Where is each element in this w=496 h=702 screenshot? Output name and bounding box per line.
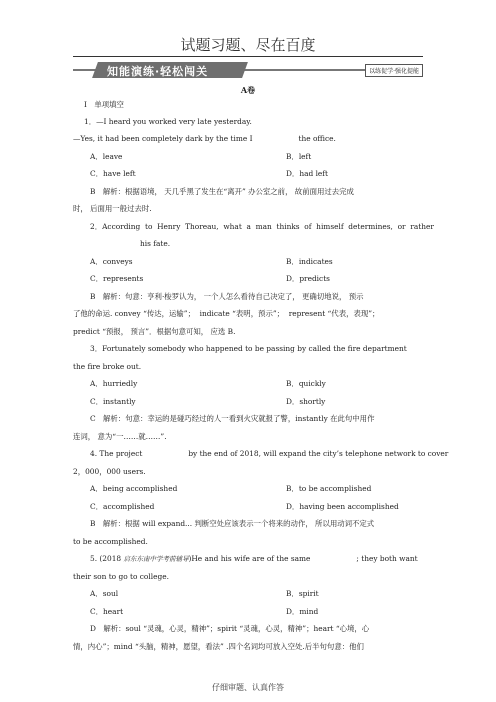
q4-stem-line2: 2，000，000 users. — [73, 467, 146, 476]
q5-explanation-line1: D 解析：soul “灵魂，心灵，精神”；spirit “灵魂，心灵，精神”；heart “心境，心 — [90, 624, 370, 633]
section-banner — [73, 62, 423, 78]
q1-option-b: B．left — [286, 152, 312, 161]
q2-stem-line2: his fate. — [140, 239, 171, 248]
q4-explanation-line1: B 解析：根据 will expand... 判断空处应该表示一个将来的动作， 所以用动词不定式 — [90, 519, 375, 528]
q5-option-a: A．soul — [90, 589, 119, 598]
q3-stem-line1: 3．Fortunately somebody who happened to be passing by called the fire department — [90, 344, 407, 353]
section-heading — [84, 100, 124, 110]
q1-option-a: A．leave — [90, 152, 123, 161]
q1-stem-line1: 1．—I heard you worked very late yesterday. — [84, 117, 252, 126]
q4-option-a: A．being accomplished — [90, 484, 178, 493]
q1-explanation-line1: B 解析：根据语境， 天几乎黑了发生在“离开” 办公室之前， 故前面用过去完成 — [90, 187, 354, 196]
q5-option-d: D．mind — [286, 607, 319, 616]
q2-explanation-line2: 了他的命运. convey “传达，运输”； indicate “表明，预示”； represent “代表，表现”； — [73, 309, 380, 318]
q5-explanation-line2: 情，内心”；mind “头脑，精神，愿望，看法” .四个名词均可放入空处.后半句句意：他们 — [73, 642, 364, 651]
q4-option-b: B．to be accomplished — [286, 484, 372, 493]
q2-option-a: A．conveys — [90, 257, 133, 266]
q4-stem-line1: 4. The project by the end of 2018, will expand the city’s telephone network to cover — [90, 449, 449, 458]
q2-explanation-line1: B 解析：句意：亨利·梭罗认为， 一个人怎么看待自己决定了， 更确切地说， 预示 — [90, 292, 364, 301]
q5-option-c: C．heart — [90, 607, 124, 616]
banner-tag: 以练促学·强化提能 — [365, 64, 423, 77]
q5-option-b: B．spirit — [286, 589, 319, 598]
section-marker: Ⅰ — [84, 100, 87, 109]
q1-stem-line2: —Yes, it had been completely dark by the time I the office. — [73, 134, 336, 143]
q2-option-d: D．predicts — [286, 274, 330, 283]
q4-option-c: C．accomplished — [90, 502, 155, 511]
q3-stem-line2: the fire broke out. — [73, 362, 142, 371]
page-header: 试题习题、尽在百度 — [180, 36, 316, 54]
q5-stem-line2: their son to go to college. — [73, 572, 169, 581]
q2-explanation-line3: predict “预报， 预言”．根据句意可知， 应选 B. — [73, 327, 236, 336]
q4-option-d: D．having been accomplished — [286, 502, 399, 511]
section-title: 单项填空 — [94, 100, 124, 109]
q1-option-c: C．have left — [90, 169, 136, 178]
q3-explanation-line2: 连词， 意为“一……就……”. — [73, 432, 167, 441]
q5-stem-line1: 5. (2018 启东东南中学考前辅导)He and his wife are of the same ; they both want — [90, 554, 418, 563]
q3-option-a: A．hurriedly — [90, 379, 138, 388]
header-rule — [73, 56, 423, 57]
q2-option-c: C．represents — [90, 274, 144, 283]
q3-option-c: C．instantly — [90, 397, 136, 406]
q3-explanation-line1: C 解析：句意：幸运的是碰巧经过的人一看到火灾就报了警，instantly 在此句中用作 — [90, 414, 375, 423]
q4-explanation-line2: to be accomplished. — [73, 537, 148, 546]
q3-option-d: D．shortly — [286, 397, 326, 406]
q2-stem-line1: 2．According to Henry Thoreau, what a man thinks of himself determines, or rather — [90, 222, 434, 231]
banner-title: 知能演练·轻松闯关 — [107, 65, 209, 78]
part-label: A卷 — [240, 85, 256, 95]
q1-explanation-line2: 时， 后面用一般过去时. — [73, 204, 152, 213]
q3-option-b: B．quickly — [286, 379, 326, 388]
q1-option-d: D．had left — [286, 169, 329, 178]
page-footer: 仔细审题、认真作答 — [212, 683, 284, 692]
q2-option-b: B．indicates — [286, 257, 333, 266]
